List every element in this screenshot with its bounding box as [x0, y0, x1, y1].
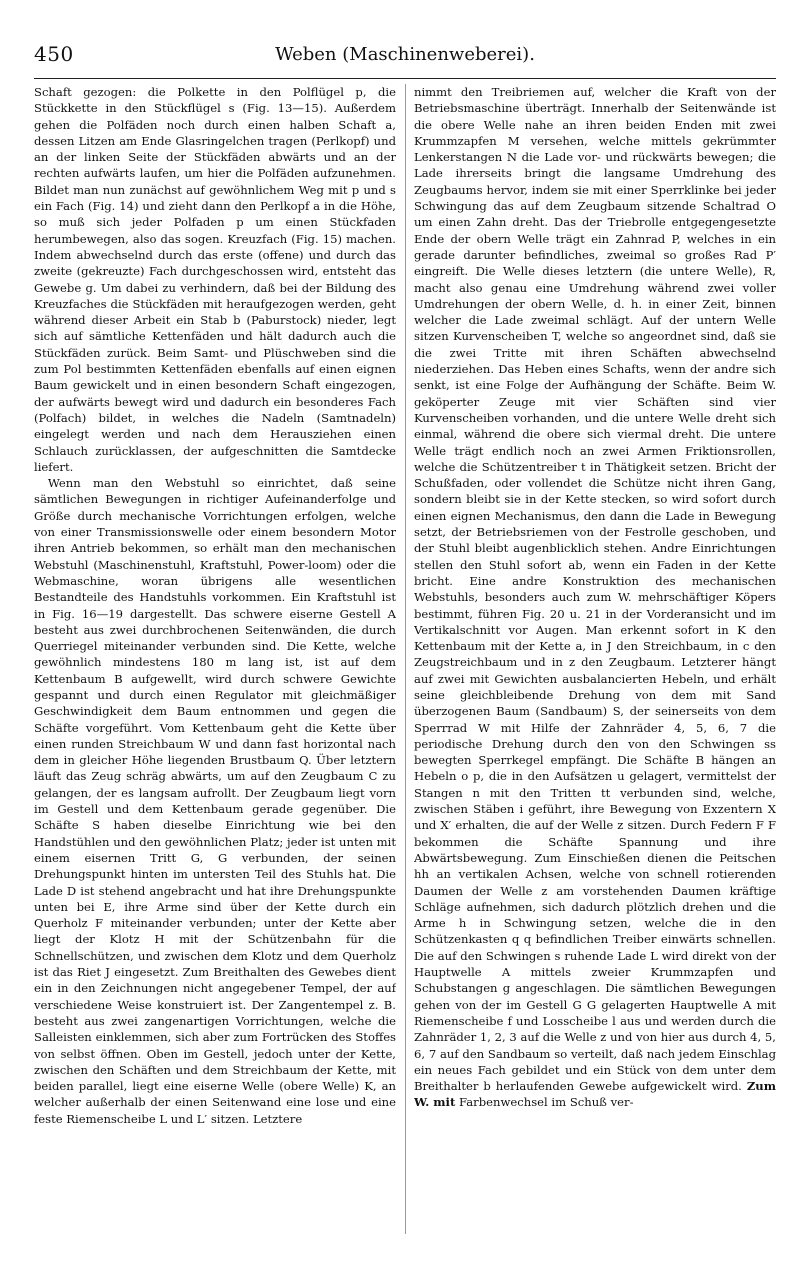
closing-bold-phrase: Zum W. mit	[414, 1079, 776, 1110]
left-paragraph-2: Wenn man den Webstuhl so einrichtet, daß seine sämtlichen Bewegungen in richtiger Aufeinanderfolge und Größe durch mechanische Vorrichtungen erfolgen, welche von einer Transmissionswelle oder einem besondern Motor ihren Antrieb bekommen, so erhält man den mechanischen Webstuhl (Maschinenstuhl, Kraftstuhl, Power-loom) oder die Webmaschine, woran übrigens alle wesentlichen Bestandteile des Handstuhls vorkommen. Ein Kraftstuhl ist in Fig. 16—19 dargestellt. Das schwere eiserne Gestell A besteht aus zwei durchbrochenen Seitenwänden, die durch Querriegel miteinander verbunden sind. Die Kette, welche gewöhnlich mindestens 180 m lang ist, ist auf dem Kettenbaum B aufgewellt, wird durch schwere Gewichte gespannt und durch einen Regulator mit gleichmäßiger Geschwindigkeit dem Baum entnommen und gegen die Schäfte vorgeführt. Vom Kettenbaum geht die Kette über einen runden Streichbaum W und dann fast horizontal nach dem in gleicher Höhe liegenden Brustbaum Q. Über letztern läuft das Zeug schräg abwärts, um auf den Zeugbaum C zu gelangen, der es langsam aufrollt. Der Zeugbaum liegt vorn im Gestell und dem Kettenbaum gerade gegenüber. Die Schäfte S haben dieselbe Einrichtung wie bei den Handstühlen und den gewöhnlichen Platz; jeder ist unten mit einem eisernen Tritt G, G verbunden, der seinen Drehungspunkt hinten im untersten Teil des Stuhls hat. Die Lade D ist stehend angebracht und hat ihre Drehungspunkte unten bei E, ihre Arme sind über der Kette durch ein Querholz F miteinander verbunden; unter der Kette aber liegt der Klotz H mit der Schützenbahn für die Schnellschützen, und zwischen dem Klotz und dem Querholz ist das Riet J eingesetzt. Zum Breithalten des Gewebes dient ein in den Zeichnungen nicht angegebener Tempel, der auf verschiedene Weise konstruiert ist. Der Zangentempel z. B. besteht aus zwei zangenartigen Vorrichtungen, welche die Salleisten einklemmen, sich aber zum Fortrücken des Stoffes von selbst öffnen. Oben im Gestell, jedoch unter der Kette, zwischen den Schäften und dem Streichbaum der Kette, mit beiden parallel, liegt eine eiserne Welle (obere Welle) K, an welcher außerhalb der einen Seitenwand eine lose und eine feste Riemenscheibe L und L′ sitzen. Letztere	[34, 476, 396, 1126]
page-header	[34, 38, 776, 79]
column-divider	[405, 84, 406, 1234]
right-paragraph-1-text: nimmt den Treibriemen auf, welcher die Kraft von der Betriebsmaschine überträgt. Innerhalb der Seitenwände ist die obere Welle nahe an ihren beiden Enden mit zwei Krummzapfen M versehen, welche mittels gekrümmter Lenkerstangen N die Lade vor- und rückwärts bewegen; die Lade ihrerseits bringt die langsame Umdrehung des Zeugbaums hervor, indem sie mit einer Sperrklinke bei jeder Schwingung das auf dem Zeugbaum sitzende Schaltrad O um einen Zahn dreht. Das der Triebrolle entgegengesetzte Ende der obern Welle trägt ein Zahnrad P, welches in ein gerade darunter befindliches, zweimal so großes Rad P′ eingreift. Die Welle dieses letztern (die untere Welle), R, macht also genau eine Umdrehung während zwei voller Umdrehungen der obern Welle, d. h. in einer Zeit, binnen welcher die Lade zweimal schlägt. Auf der untern Welle sitzen Kurvenscheiben T, welche so angeordnet sind, daß sie die zwei Tritte mit ihren Schäften abwechselnd niederziehen. Das Heben eines Schafts, wenn der andre sich senkt, ist eine Folge der Aufhängung der Schäfte. Beim W. geköperter Zeuge mit vier Schäften sind vier Kurvenscheiben vorhanden, und die untere Welle dreht sich einmal, während die obere sich viermal dreht. Die untere Welle trägt endlich noch an zwei Armen Friktionsrollen, welche die Schützentreiber t in Thätigkeit setzen. Bricht der Schußfaden, oder vollendet die Schütze nicht ihren Gang, sondern bleibt sie in der Kette stecken, so wird sofort durch einen eignen Mechanismus, den dann die Lade in Bewegung setzt, der Betriebsriemen von der Festrolle geschoben, und der Stuhl bleibt augenblicklich stehen. Andre Einrichtungen stellen den Stuhl sofort ab, wenn ein Faden in der Kette bricht. Eine andre Konstruktion des mechanischen Webstuhls, besonders auch zum W. mehrschäftiger Köpers bestimmt, führen Fig. 20 u. 21 in der Vorderansicht und im Vertikalschnitt vor Augen. Man erkennt sofort in K den Kettenbaum mit der Kette a, in J den Streichbaum, in c den Zeugstreichbaum und in z den Zeugbaum. Letzterer hängt auf zwei mit Gewichten ausbalancierten Hebeln, und erhält seine gleichbleibende Drehung von dem mit Sand überzogenen Baum (Sandbaum) S, der seinerseits von dem Sperrrad W mit Hilfe der Zahnräder 4, 5, 6, 7 die periodische Drehung durch den von den Schwingen ss bewegten Sperrkegel empfängt. Die Schäfte B hängen an Hebeln o p, die in den Aufsätzen u gelagert, vermittelst der Stangen n mit den Tritten tt verbunden sind, welche, zwischen Stäben i geführt, ihre Bewegung von Exzentern X und X′ erhalten, die auf der Welle z sitzen. Durch Federn F F bekommen die Schäfte Spannung und ihre Abwärtsbewegung. Zum Einschießen dienen die Peitschen hh an vertikalen Achsen, welche von schnell rotierenden Daumen der Welle z am vorstehenden Daumen kräftige Schläge aufnehmen, sich dadurch plötzlich drehen und die Arme h in Schwingung setzen, welche die in den Schützenkasten q q befindlichen Treiber einwärts schnellen. Die auf den Schwingen s ruhende Lade L wird direkt von der Hauptwelle A mittels zweier Krummzapfen und Schubstangen g angeschlagen. Die sämtlichen Bewegungen gehen von der im Gestell G G gelagerten Hauptwelle A mit Riemenscheibe f und Losscheibe l aus und werden durch die Zahnräder 1, 2, 3 auf die Welle z und von hier aus durch 4, 5, 6, 7 auf den Sandbaum so verteilt, daß nach jedem Einschlag ein neues Fach gebildet und ein Stück von dem unter dem Breithalter b herlaufenden Gewebe aufgewickelt wird.	[414, 85, 776, 1094]
text-columns	[34, 84, 776, 1234]
left-paragraph-1: Schaft gezogen: die Polkette in den Polflügel p, die Stückkette in den Stückflügel s (Fig. 13—15). Außerdem gehen die Polfäden noch durch einen halben Schaft a, dessen Litzen am Ende Glasringelchen tragen (Perlkopf) und an der linken Seite der Stückfäden abwärts und an der rechten aufwärts laufen, um hier die Polfäden aufzunehmen. Bildet man nun zunächst auf gewöhnlichem Weg mit p und s ein Fach (Fig. 14) und zieht dann den Perlkopf a in die Höhe, so muß sich jeder Polfaden p um einen Stückfaden herumbewegen, also das sogen. Kreuzfach (Fig. 15) machen. Indem abwechselnd durch das erste (offene) und durch das zweite (gekreuzte) Fach durchgeschossen wird, entsteht das Gewebe g. Um dabei zu verhindern, daß bei der Bildung des Kreuzfaches die Stückfäden mit heraufgezogen werden, geht während dieser Arbeit ein Stab b (Paburstock) nieder, legt sich auf sämtliche Kettenfäden und hält dadurch auch die Stückfäden zurück. Beim Samt- und Plüschweben sind die zum Pol bestimmten Kettenfäden ebenfalls auf einen eignen Baum gewickelt und in einen besondern Schaft eingezogen, der aufwärts bewegt wird und dadurch ein besonderes Fach (Polfach) bildet, in welches die Nadeln (Samtnadeln) eingelegt werden und nach dem Herausziehen einen Schlauch zurücklassen, der aufgeschnitten die Samtdecke liefert.	[34, 85, 396, 474]
right-column	[414, 84, 776, 1234]
closing-text: Farbenwechsel im Schuß ver-	[459, 1095, 634, 1110]
page-number: 450	[34, 42, 74, 66]
running-head: Weben (Maschinenweberei).	[275, 44, 535, 65]
right-paragraph-1	[414, 84, 776, 1111]
left-column	[34, 84, 396, 1234]
